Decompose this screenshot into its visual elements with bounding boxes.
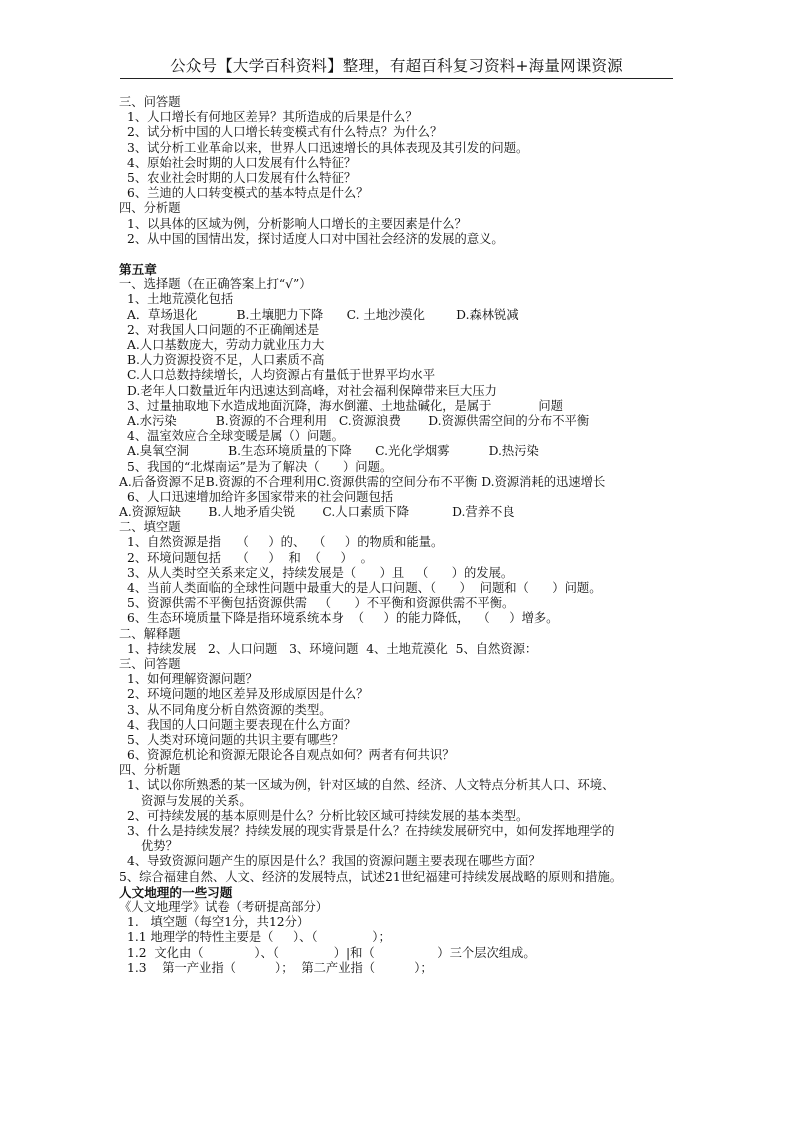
text-line: A．草场退化 B.土壤肥力下降 C. 土地沙漠化 D.森林锐减 — [127, 307, 519, 322]
text-line: 3、什么是持续发展？持续发展的现实背景是什么？在持续发展研究中，如何发挥地理学的 — [127, 824, 615, 838]
text-line: 2、环境问题包括 （ ） 和 （ ） 。 — [127, 550, 373, 565]
text-line: 5、人类对环境问题的共识主要有哪些？ — [127, 732, 344, 747]
text-line: 6、人口迅速增加给许多国家带来的社会问题包括 — [127, 489, 394, 504]
text-line: 1.1 地理学的特性主要是（ ）、（ ）； — [127, 930, 391, 945]
text-line: 二、填空题 — [119, 520, 181, 535]
text-line: 3、从人类时空关系来定义，持续发展是（ ）且 （ ）的发展。 — [127, 565, 514, 580]
document-body — [119, 95, 679, 976]
text-line: 2、试分析中国的人口增长转变模式有什么特点？为什么？ — [127, 125, 443, 140]
text-line: 四、分析题 — [119, 763, 181, 778]
text-line: 6、资源危机论和资源无限论各自观点如何？两者有何共识？ — [127, 748, 455, 763]
text-line: 资源与发展的关系。 — [141, 793, 252, 808]
text-line: 6、生态环境质量下降是指环境系统本身 （ ）的能力降低， （ ）增多。 — [127, 611, 559, 626]
text-line: 2、对我国人口问题的不正确阐述是 — [127, 322, 320, 337]
text-line: A.资源短缺 B.人地矛盾尖锐 C.人口素质下降 D.营养不良 — [119, 505, 515, 520]
header-divider — [120, 78, 673, 79]
text-line: 2、可持续发展的基本原则是什么？分析比较区域可持续发展的基本类型。 — [127, 808, 529, 823]
text-line: 三、问答题 — [119, 95, 181, 109]
text-line: 一、选择题（在正确答案上打“√”） — [119, 277, 312, 292]
text-line: 5、综合福建自然、人文、经济的发展特点，试述21世纪福建可持续发展战略的原则和措施。 — [119, 869, 623, 884]
text-line: 2、从中国的国情出发，探讨适度人口对中国社会经济的发展的意义。 — [127, 231, 504, 246]
text-line: 4、温室效应合全球变暖是属（）问题。 — [127, 429, 344, 444]
text-line: 1. 填空题（每空1分，共12分） — [127, 915, 310, 930]
blank-line — [119, 247, 679, 262]
text-line: 5、农业社会时期的人口发展有什么特征？ — [127, 170, 357, 185]
text-line: 四、分析题 — [119, 201, 181, 216]
text-line: 3、过量抽取地下水造成地面沉降，海水倒灌、土地盐碱化，是属于 问题 — [127, 398, 563, 413]
text-line: 《人文地理学》试卷（考研提高部分） — [119, 899, 329, 914]
text-line: 4、我国的人口问题主要表现在什么方面？ — [127, 717, 357, 732]
text-line: 1、土地荒漠化包括 — [127, 292, 234, 307]
text-line: 3、从不同角度分析自然资源的类型。 — [127, 702, 332, 717]
text-line: 1、持续发展 2、人口问题 3、环境问题 4、土地荒漠化 5、自然资源： — [127, 641, 538, 656]
text-line: 6、兰迪的人口转变模式的基本特点是什么？ — [127, 186, 369, 201]
text-line: 三、问答题 — [119, 656, 181, 671]
text-line: 5、我国的“北煤南运”是为了解决（ ）问题。 — [127, 459, 393, 474]
section-heading: 人文地理的一些习题 — [119, 884, 233, 900]
text-line: 优势？ — [141, 839, 178, 854]
text-line: A.人口基数庞大，劳动力就业压力大 — [127, 338, 325, 352]
page-header: 公众号【大学百科资料】整理，有超百科复习资料+海量网课资源 — [170, 57, 623, 75]
text-line: A.臭氧空洞 B.生态环境质量的下降 C.光化学烟雾 D.热污染 — [127, 444, 539, 459]
text-line: D.老年人口数量近年内迅速达到高峰，对社会福利保障带来巨大压力 — [127, 383, 497, 398]
text-line: 4、导致资源问题产生的原因是什么？我国的资源问题主要表现在哪些方面？ — [127, 854, 541, 869]
text-line: 1、试以你所熟悉的某一区域为例，针对区域的自然、经济、人文特点分析其人口、环境、 — [127, 778, 615, 793]
section-heading: 第五章 — [119, 262, 157, 278]
text-line: 4、当前人类面临的全球性问题中最重大的是人口问题、（ ） 问题和（ ）问题。 — [127, 581, 602, 595]
text-line: B.人力资源投资不足，人口素质不高 — [127, 353, 325, 368]
text-line: 1.3 第一产业指（ ）； 第二产业指（ ）； — [127, 960, 433, 975]
text-line: 1、自然资源是指 （ ）的、 （ ）的物质和能量。 — [127, 535, 444, 550]
text-line: 1、如何理解资源问题？ — [127, 672, 258, 687]
text-line: 5、资源供需不平衡包括资源供需 （ ）不平衡和资源供需不平衡。 — [127, 596, 515, 611]
text-line: 1.2 文化由（ ）、（ ）|和（ ）三个层次组成。 — [127, 945, 536, 960]
text-line: 4、原始社会时期的人口发展有什么特征？ — [127, 155, 357, 170]
text-line: C.人口总数持续增长，人均资源占有量低于世界平均水平 — [127, 368, 436, 383]
text-line: 1、人口增长有何地区差异？其所造成的后果是什么？ — [127, 110, 418, 125]
text-line: 二、解释题 — [119, 626, 181, 641]
text-line: 1、以具体的区域为例，分析影响人口增长的主要因素是什么？ — [127, 216, 467, 231]
text-line: A.后备资源不足B.资源的不合理利用C.资源供需的空间分布不平衡 D.资源消耗的迅速增长 — [119, 474, 606, 489]
text-line: 3、试分析工业革命以来，世界人口迅速增长的具体表现及其引发的问题。 — [127, 140, 529, 155]
text-line: A.水污染 B.资源的不合理利用 C.资源浪费 D.资源供需空间的分布不平衡 — [127, 413, 590, 428]
text-line: 2、环境问题的地区差异及形成原因是什么？ — [127, 687, 369, 702]
